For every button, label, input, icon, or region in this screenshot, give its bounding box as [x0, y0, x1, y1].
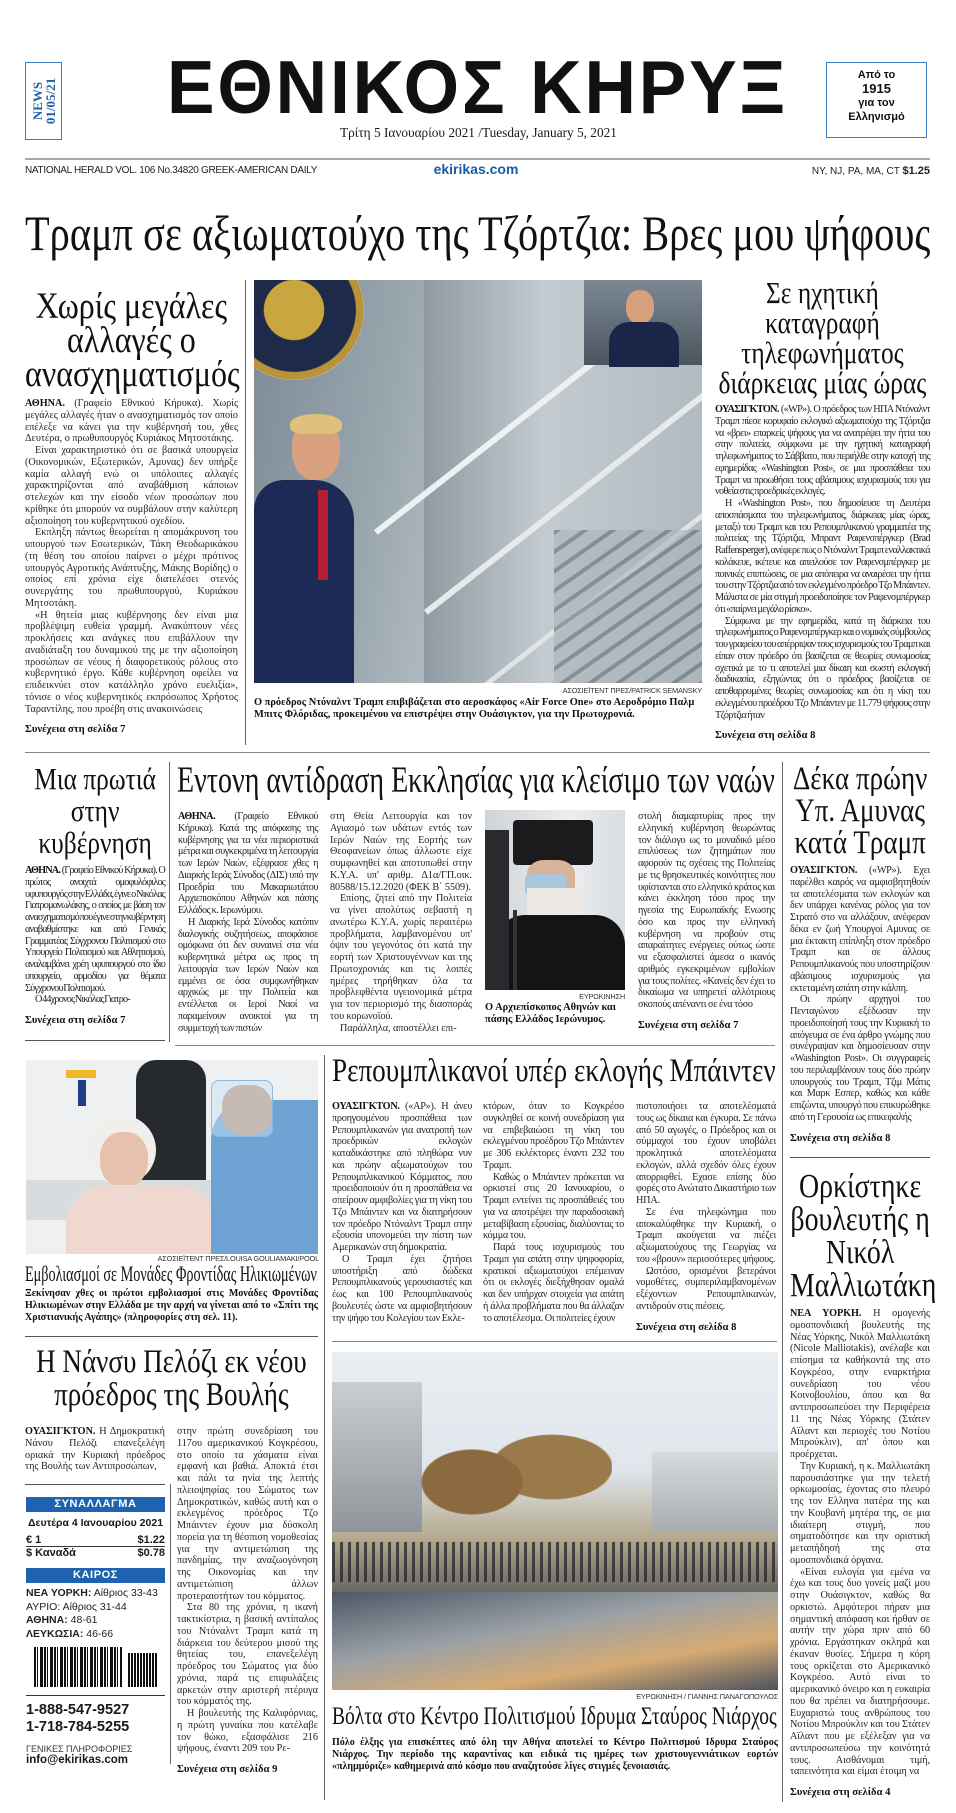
canal-water — [332, 1592, 778, 1690]
paragraph-text: («WP»). Εχει παρέλθει καιρός να αμφισβητηθούν τα αποτελέσματα των εκλογών και δεν υπάρχει κανένας ρόλος για τον Στρατό στο να αλλάξουν, ανέφεραν δέκα εν ζωή Υπουργοί Αμυνας σε μια έκτακτη επίπληξη στον πρόεδρο Τραμπ και σε άλλους Ρεπουμπλικανούς που υποστηρίζουν αβάσιμους ισχυρισμούς για εκτεταμένη απάτη στην κάλπη. — [790, 865, 930, 994]
photo-caption: Ο Αρχιεπίσκοπος Αθηνών και πάσης Ελλάδος Ιερώνυμος. — [485, 1002, 616, 1025]
paragraph: Η βουλευτής της Καλιφόρνιας, η πρώτη γυναίκα που κατέλαβε τον θώκο, εξασφάλισε 216 ψήφους, έναντι 209 του Ρε- — [177, 1708, 318, 1755]
paragraph: Η Διαρκής Ιερά Σύνοδος κατόπιν διαλογικής συζητήσεως, αποφάσισε ομόφωνα ότι δεν συναινεί στα νέα κυβερνητικά μέτρα ως προς τη λειτουργία των Ιερών Ναών και εμμένει σε όσα συμφωνήθηκαν αρχικώς με την Πολιτεία και εντέλλεται οι Ιεροί Ναοί να παραμείνουν ανοικτοί για τη συμμετοχή των πιστών — [178, 916, 318, 1034]
column-divider — [170, 1484, 171, 1764]
paragraph: Η «Washington Post», που δημοσίευσε τη Δευτέρα αποσπάσματα του τηλεφωνήματος, διάρκειας μίας ώρας, μεταξύ του Τραμπ και του Ρεπουμπλικανού γραμματέα της πολιτείας της Τζόρτζια, Μπραντ Ραφενσπέργκερ (Brad Raffensperger), ανέφερε πως ο Ντόναλντ Τραμπ εναλλακτικά κολάκευε, ικέτευε και απειλούσε τον Ραφενσμπέργκερ με ποινικές επιπτώσεις, σε μια απόπειρα να αναιρέσει την ήττα του στην Τζόρτζια από τον εκλεγμένο πρόεδρο Τζο Μπάιντεν. Μάλιστα σε μία στιγμή προειδοποίησε τον Ραφενσμπέργκερ ότι «παίρνει μεγάλο ρίσκο». — [715, 498, 930, 615]
article-headline-church[interactable]: Εντονη αντίδραση Εκκλησίας για κλείσιμο των ναών — [177, 760, 775, 801]
article-malliotakis — [790, 1168, 937, 1798]
photo-story-text: Ξεκίνησαν χθες οι πρώτοι εμβολιασμοί στις Μονάδες Φροντίδας Ηλικιωμένων στην Ελλάδα με την αρχή να γίνεται από το «Σπίτι της Χριστιανικής Αγάπης» (πληροφορίες στη σελ. 11). — [25, 1288, 318, 1323]
barcode-main — [34, 1647, 122, 1687]
paragraph — [25, 1426, 165, 1473]
paragraph: Οι πρώην αρχηγοί του Πενταγώνου εξέδωσαν την προειδοποίησή τους την Κυριακή το απόγευμα σε ένα άρθρο γνώμης που συνέγραψαν και δημοσίευσαν στην «Washington Post». Οι συγγραφείς του περιλαμβάνουν τους δύο πρώην υπουργούς του Τραμπ, Τζιμ Μάτις και Μαρκ Εσπερ, καθώς και κάθε επιζώντα, υπουργό που επικυρώθηκε από τη Γερουσία ως επικεφαλής — [790, 994, 930, 1123]
archbishop-hat — [513, 820, 593, 865]
dateline: ΟΥΑΣΙΓΚΤΟΝ. — [25, 1426, 96, 1437]
weather-place: ΑΥΡΙΟ: — [26, 1600, 61, 1613]
article-headline-republicans[interactable]: Ρεπουμπλικανοί υπέρ εκλογής Μπάιντεν — [332, 1053, 776, 1089]
paragraph: Στα 80 της χρόνια, η ικανή τακτικίστρια, η βασική αντίπαλος του Ντόναλντ Τραμπ κατά τη διάρκεια του δεύτερου μισού της θητείας του, επανεξελέγη πρόεδρος του Σώματος για δύο χρόνια, παρά τις επιφυλάξεις αρκετών στην αριστερή πτέρυγα του κόμματός της. — [177, 1602, 318, 1708]
logo-backdrop — [66, 1070, 96, 1078]
article-reshuffle — [25, 286, 240, 736]
paragraph: στην πρώτη συνεδρίαση του 117ου αμερικανικού Κογκρέσου, στο οποίο τα χάσματα είναι εμφανή και βαθιά. Αποκτά έτσι και πάλι τα ηνία της λεπτής πλειοψηφίας του Σώματος των Δημοκρατικών, καθώς αυτή και ο εκλεγμένος πρόεδρος Τζο Μπάιντεν έχουν μια δύσκολη πορεία για τη θέσπιση νομοθεσίας για την αντιμετώπιση της πανδημίας, την αναζωογόνηση της Οικονομίας και την αντιμετώπιση άλλων προτεραιοτήτων του κόμματος. — [177, 1426, 318, 1602]
paragraph: Εκπληξη πάντως θεωρείται η απομάκρυνση του υπουργού των Εσωτερικών, Τάκη Θεοδωρικάκου (τη θέση του οποίου παίρνει ο μέχρι πρότινος υπουργός Αγροτικής Ανάπτυξης, Μάκης Βορίδης) ο οποίος επί χρόνια είχε διατελέσει στενός συνεργάτης του πρωθυπουργού, Κυριάκου Μητσοτάκη. — [25, 527, 238, 609]
paragraph-text: (Γραφείο Εθνικού Κήρυκα). Κατά της απόφασης της κυβέρνησης για τα νέα περιοριστικά μέτρα και συγκεκριμένα τη λειτουργία των Ιερών Ναών, εξέφρασε χθες η Διαρκής Ιεράς Σύνοδος (ΔΙΣ) υπό την Προεδρία του Μακαριωτάτου Αρχιεπισκόπου Αθηνών και πάσης Ελλάδος κ. Ιερωνύμου. — [178, 811, 318, 916]
photo-credit: ΑΣΟΣΙΕΪΤΕΝΤ ΠΡΕΣ/LOUISA GOULIAMAKI/POOL — [157, 1254, 319, 1263]
news-label: NEWS — [29, 81, 45, 121]
weather-place: ΛΕΥΚΩΣΙΑ: — [26, 1627, 84, 1640]
since-line: Από το — [857, 69, 896, 81]
paragraph: Σε ένα τηλεφώνημα που αποκαλύφθηκε την Κυριακή, ο Τραμπ ακούγεται να πιέζει αξιωματούχους της Γεωργίας να του «βρουν» περισσότερες ψήφους. — [636, 1206, 776, 1265]
article-column — [638, 811, 775, 1031]
since-line: Ελληνισμό — [848, 111, 905, 123]
article-headline[interactable]: Χωρίς μεγάλες αλλαγές ο ανασχηματισμός — [25, 286, 240, 395]
article-defense — [790, 763, 930, 1144]
currency: € 1 — [26, 1534, 42, 1546]
paragraph — [25, 398, 238, 445]
continued-link[interactable]: Συνέχεια στη σελίδα 8 — [790, 1132, 891, 1144]
article-headline[interactable]: Μια πρωτιά στην κυβέρνηση — [34, 761, 156, 860]
main-headline[interactable]: Τραμπ σε αξιωματούχο της Τζόρτζια: Βρες μου ψήφους — [25, 205, 931, 261]
dateline: ΑΘΗΝΑ. — [25, 398, 65, 409]
logo-backdrop — [78, 1080, 86, 1106]
weather-forecast: 46-66 — [86, 1627, 114, 1640]
article-column — [25, 1426, 165, 1473]
paragraph: πιστοποιήσει τα αποτελέσματά τους ως δίκαια και έγκυρα. Σε πάνω από 50 αγωγές, ο Πρόεδρος και οι σύμμαχοί του έχουν υποβάλει προκλητικά αποτελέσματα εκλογών, αλλά σχεδόν όλες έχουν απορριφθεί. Εχασε επίσης δύο φορές στο Ανώτατο Δικαστήριο των ΗΠΑ. — [636, 1101, 776, 1206]
paragraph: Επίσης, ζητεί από την Πολιτεία να γίνει απολύτως σεβαστή η ανωτέρω Κ.Υ.Α. χωρίς περαιτέρω προβλήματα, λαμβανομένου υπ' όψιν του γεγονότος ότι κατά την εορτή των Χριστουγέννων και της Πρωτοχρονιάς και τις λοιπές ημέρες τηρήθηκαν όλα τα προβλεφθέντα υγειονομικά μέτρα για τον περιορισμό της διασποράς του κορωνοϊού. — [330, 893, 472, 1022]
continued-link[interactable]: Συνέχεια στη σελίδα 7 — [25, 1015, 126, 1026]
trump-tie — [318, 490, 328, 580]
email-link[interactable]: info@ekirikas.com — [26, 1754, 128, 1766]
dateline: ΟΥΑΣΙΓΚΤΟΝ. — [715, 404, 779, 415]
rate-value: $0.78 — [137, 1547, 165, 1559]
article-column — [483, 1101, 624, 1324]
trees — [412, 1392, 612, 1542]
paragraph — [715, 404, 930, 498]
article-headline[interactable]: Ορκίστηκε βουλευτής η Νικόλ Μαλλιωτάκη — [790, 1168, 937, 1304]
paragraph — [790, 1308, 930, 1461]
paragraph-text: Η ομογενής ομοσπονδιακή βουλευτής της Νέας Υόρκης, Νικόλ Μαλλιωτάκη (Nicole Malliotakis), ανέλαβε και επίσημα τα καθήκοντά της στο Κογκρέσο, στην εναρκτήρια συνεδρίαση του νέου Κοινοβουλίου, όπου και θα αντιπροσωπεύσει την Περιφέρεια 11 της Νέας Υόρκης (Στάτεν Αϊλαντ και περιοχές του Νοτίου Μπρούκλιν), απ' όπου και προέρχεται. — [790, 1308, 930, 1460]
paragraph: Είναι χαρακτηριστικό ότι σε βασικά υπουργεία (Οικονομικών, Εξωτερικών, Αμυνας) δεν υπήρξε καμία αλλαγή ενώ οι υπόλοιπες αλλαγές χαρακτηρίζονται από αναβάθμιση κάποιων στελεχών και την είσοδο νέων προσώπων που κρίθηκε ότι μπορούν να συμβάλουν στην καλύτερη αξιοποίηση του κυβερνητικού σχεδίου. — [25, 445, 238, 527]
weather-header: ΚΑΙΡΟΣ — [26, 1568, 165, 1583]
paragraph-text: («WP»). Ο πρόεδρος των ΗΠΑ Ντόναλντ Τραμπ πίεσε κορυφαίο εκλογικό αξιωματούχο της Τζόρτζια να «βρει» επαρκείς ψήφους για να ανατρέψει την ήττα του στην πολιτεία, σύμφωνα με την ηχητική καταγραφή τηλεφωνήματος το Σάββατο, που περιήλθε στην κατοχή της εφημερίδας «Washington Post», σε μια προσπάθεια του Τραμπ να προωθήσει τους αβάσιμους ισχυρισμούς του για νοθεία στις προεδρικές εκλογές. — [715, 404, 930, 498]
dateline: ΑΘΗΝΑ. — [25, 865, 61, 876]
paragraph: στολή διαμαρτυρίας προς την ελληνική κυβέρνηση θεωρώντας τον διάλογο ως το μοναδικό μέσο επιλύσεως των ζητημάτων που αφορούν τις σχέσεις της Πολιτείας με τις θρησκευτικές κοινότητες που υφίστανται στο ελληνικό κράτος και κάνει έκκληση τόσο προς την ηγεσία της Ευρωπαϊκής Ενωσης όσο και προς την ελληνική κυβέρνηση να προβούν στις απαραίτητες ενέργειες ούτως ώστε να εξασφαλιστεί άμεσα ο ικανός αριθμός εγκεκριμένων εμβολίων για τους πολίτες. «Κανείς δεν έχει το δικαίωμα να υπηρετεί αλλότριους σκοπούς απέναντι σε ένα τόσο — [638, 811, 775, 1010]
paragraph: Καθώς ο Μπάιντεν πρόκειται να ορκιστεί στις 20 Ιανουαρίου, ο Τραμπ εντείνει τις προσπάθειές του για να αποτρέψει την παραδοσιακή μεταβίβαση εξουσίας, διαλύοντας το κόμμα του. — [483, 1171, 624, 1242]
paragraph: κτόρων, όταν το Κογκρέσο συγκληθεί σε κοινή συνεδρίαση για να επιβεβαιώσει τη νίκη του εκλεγμένου προέδρου Τζο Μπάιντεν με 306 εκλέκτορες έναντι 232 του Τραμπ. — [483, 1101, 624, 1171]
since-1915-box — [826, 62, 927, 138]
continued-link[interactable]: Συνέχεια στη σελίδα 9 — [177, 1764, 278, 1775]
news-date-box — [25, 62, 62, 140]
photo-vaccination — [26, 1060, 318, 1254]
column-divider — [782, 762, 783, 1802]
continued-link[interactable]: Συνέχεια στη σελίδα 8 — [715, 730, 816, 742]
column-divider — [324, 1055, 325, 1800]
article-headline[interactable]: Δέκα πρώην Υπ. Αμυνας κατά Τραμπ — [792, 761, 928, 861]
person-left — [485, 830, 509, 990]
paragraph — [332, 1101, 472, 1254]
issue-date: Τρίτη 5 Ιανουαρίου 2021 /Tuesday, January 5, 2021 — [339, 126, 617, 141]
paragraph-text: Η Δημοκρατική Νάνσυ Πελόζι επανεξελέγη οριακά την Κυριακή πρόεδρος της Βουλής των Αντιπροσώπων, — [25, 1426, 165, 1473]
section-rule — [25, 1336, 318, 1337]
price: $1.25 — [902, 165, 930, 177]
weather-row — [26, 1601, 165, 1615]
paragraph-text: («AP»). Η άνευ προηγουμένου προσπάθεια των Ρεπουμπλικανών για ανατροπή των προεδρικών εκλογών καταδικάστηκε από πληθώρα νυν και πρώην αξιωματούχων του Ρεπουμπλικανικού Κόμματος, που προειδοποιούν ότι η προσπάθεια να σπείρουν αμφιβολίες για τη νίκη του Τζο Μπάιντεν και να διατηρήσουν τον πρόεδρο Ντόναλντ Τραμπ στην εξουσία υπονομεύει την πίστη των Αμερικανών στη δημοκρατία. — [332, 1101, 473, 1253]
elderly-woman-body — [66, 1185, 216, 1254]
paragraph — [25, 865, 165, 994]
photo-story-text: Πόλο έλξης για επισκέπτες από όλη την Αθήνα αποτελεί το Κέντρο Πολιτισμού Ιδρυμα Σταύρος Νιάρχος. Την περίοδο της καραντίνας και ειδικά τις ημέρες των χριστουγεννιάτικων εορτών «πλημμύριζε» καθημερινά από κόσμο που αναζητούσε λίγες στιγμές ξενοιασιάς. — [332, 1737, 778, 1772]
weather-row — [26, 1614, 165, 1628]
weather-row — [26, 1587, 165, 1601]
trump-hair — [290, 414, 342, 434]
section-rule — [175, 1045, 775, 1046]
paragraph: «Είναι ευλογία για εμένα να έχω και τους δυο γονείς μαζί μου στην Ουάσιγκτον, καθώς θα ορκιστώ. Αμφότεροι πήραν μια σημαντική απόφαση και ήρθαν σε αυτήν την χώρα πριν από 60 χρόνια. Εργάστηκαν σκληρά και έκαναν θυσίες. Σήμερα η κόρη τους ορκίζεται στο Αμερικανικό Κογκρέσο. Αυτό είναι το αμερικανικό όνειρο και η ευκαιρία που θα πρέπει να διατηρήσουμε. Ευχαριστώ τους ανθρώπους του Νοτίου Μπρούκλιν και του Στάτεν Αϊλαντ που με εξέλεξαν για να αντιπροσωπεύσω την κοινότητά τους. Αισθάνομαι τιμή, ταπεινότητα και είμαι έτοιμη να — [790, 1566, 930, 1778]
paragraph: στη Θεία Λειτουργία και τον Αγιασμό των υδάτων εντός των Ιερών Ναών της Εορτής των Θεοφανείων όπως άλλωστε είχε συμφωνηθεί και αποτυπωθεί στην Κ.Υ.Α. υπ' αριθμ. Δ1α/ΓΠ.οικ. 80588/15.12.2020 (ΦΕΚ Β΄ 5509). — [330, 811, 472, 893]
article-headline[interactable]: Η Νάνσυ Πελόζι εκ νέου πρόεδρος της Βουλής — [36, 1344, 307, 1413]
article-first-minister — [25, 763, 165, 1026]
article-column — [330, 811, 472, 1034]
paragraph — [178, 811, 318, 917]
section-rule — [25, 752, 930, 753]
paragraph — [790, 865, 930, 994]
article-column — [636, 1101, 776, 1333]
lead-photo-trump-air-force-one — [254, 280, 702, 683]
website-link[interactable]: ekirikas.com — [433, 161, 519, 177]
weather-forecast: 48-61 — [70, 1614, 98, 1626]
weather-place: ΑΘΗΝΑ: — [26, 1614, 68, 1626]
news-date: 01/05/21 — [42, 77, 58, 125]
weather-forecast: Αίθριος 33-43 — [93, 1587, 158, 1599]
edition-info: NATIONAL HERALD VOL. 106 No.34820 GREEK-AMERICAN DAILY — [25, 165, 318, 176]
weather-list — [26, 1587, 165, 1641]
paragraph: Σύμφωνα με την εφημερίδα, κατά τη διάρκεια του τηλεφωνήματος ο Ραφενσμπέργκερ και ο νομικός σύμβουλος του γραφείου του απέρριψαν τους ισχυρισμούς του Τραμπ και είπαν στον πρόεδρο ότι βασίζεται σε θεωρίες συνωμοσίας σχετικά με το τι αποτελεί μια δίκαιη και σωστή εκλογική διαδικασία, εξηγώντας ότι ο πρόεδρος βασίζεται σε αποθαρρυμένες θεωρίες συνωμοσίας και ότι η νίκη του εκλεγμένου προέδρου Τζο Μπάιντεν με 11.779 ψήφους στην Τζόρτζια ήταν — [715, 615, 930, 721]
barcode-addon — [128, 1653, 158, 1687]
since-year: 1915 — [862, 81, 891, 96]
price-info — [812, 165, 930, 177]
paragraph: Παρά τους ισχυρισμούς του Τραμπ για απάτη στην ψηφοφορία, κρατικοί αξιωματούχοι επέμειναν ότι οι εκλογές διεξήχθησαν ομαλά και δεν υπήρχαν στοιχεία για απάτη ή άλλα προβλήματα που θα άλλαζαν το αποτέλεσμα. Οι πολιτείες έχουν — [483, 1242, 624, 1324]
newspaper-logo: ΕΘΝΙΚΟΣ ΚΗΡΥΞ — [167, 45, 789, 129]
article-column — [178, 811, 318, 1034]
dateline: ΟΥΑΣΙΓΚΤΟΝ. — [332, 1101, 400, 1112]
dateline: ΝΕΑ ΥΟΡΚΗ. — [790, 1308, 862, 1319]
paragraph: Παράλληλα, αποστέλλει επι- — [340, 1022, 457, 1034]
continued-link[interactable]: Συνέχεια στη σελίδα 8 — [636, 1321, 737, 1333]
column-divider — [169, 762, 170, 1042]
paragraph-text: (Γραφείο Εθνικού Κήρυκα). Χωρίς μεγάλες αλλαγές ήταν ο ανασχηματισμός τον οποίο επέλεξε να κάνει για την κυβέρνησή του, χθες Δευτέρα, ο πρωθυπουργός Κυριάκος Μητσοτάκης. — [25, 398, 239, 445]
section-rule — [332, 1341, 777, 1342]
masthead-rule — [25, 158, 930, 160]
elderly-woman-face — [100, 1132, 148, 1187]
photo-story-title[interactable]: Εμβολιασμοί σε Μονάδες Φροντίδας Ηλικιωμένων — [25, 1261, 317, 1286]
photo-credit: ΕΥΡΩΚΙΝΗΣΗ — [579, 992, 625, 1001]
section-rule — [25, 1040, 165, 1041]
paragraph: Ο Τραμπ έχει ζητήσει υποστήριξη από δώδεκα Ρεπουμπλικανούς γερουσιαστές και έως και 100 Ρεπουμπλικανούς βουλευτές ώστε να αμφισβητήσουν την ψήφο του Κολεγίου των Εκλε- — [332, 1253, 472, 1324]
info-label: ΓΕΝΙΚΕΣ ΠΛΗΡΟΦΟΡΙΕΣ — [26, 1744, 133, 1754]
paragraph-text: (Γραφείο Εθνικού Κήρυκα). Ο πρώτος ανοιχτά ομοφυλόφιλος υφυπουργός στην Ελλάδα, έγινε ο Νικόλας Γιατρομανωλάκης, ο οποίος με βάση τον ανασχηματισμό που έγινε στην κυβέρνηση αναβαθμίστηκε και από Γενικός Γραμματέας Σύγχρονου Πολιτισμού στο Υπουργείο Πολιτισμού και Αθλητισμού, αναλαμβάνει χρέη υφυπουργού στο ίδιο υπουργείο, αρμοδίου για θέματα Σύγχρονου Πολιτισμού. — [25, 865, 165, 994]
column-divider — [245, 280, 246, 745]
photo-credit: ΑΣΟΣΙΕΪΤΕΝΤ ΠΡΕΣ/PATRICK SEMANSKY — [562, 686, 702, 695]
building — [332, 1382, 422, 1532]
presidential-seal — [254, 280, 364, 380]
inset-trump-head — [626, 290, 654, 324]
weather-place: ΝΕΑ ΥΟΡΚΗ: — [26, 1587, 92, 1599]
barcode — [34, 1647, 159, 1693]
weather-row — [26, 1628, 165, 1642]
rate-value: $1.22 — [137, 1534, 165, 1546]
weather-forecast: Αίθριος 31-44 — [62, 1600, 127, 1613]
stairs — [554, 530, 702, 683]
dateline: ΟΥΑΣΙΓΚΤΟΝ. — [790, 865, 858, 876]
continued-link[interactable]: Συνέχεια στη σελίδα 7 — [638, 1019, 739, 1031]
inset-trump-suit — [609, 322, 679, 367]
exchange-date: Δευτέρα 4 Ιανουαρίου 2021 — [27, 1517, 164, 1529]
article-headline[interactable]: Σε ηχητική καταγραφή τηλεφωνήματος διάρκειας μίας ώρας — [718, 275, 927, 400]
building-right — [652, 1452, 778, 1532]
currency: $ Καναδά — [26, 1547, 76, 1559]
photo-archbishop — [485, 810, 625, 990]
article-column — [177, 1426, 318, 1775]
paragraph: Ωστόσο, ορισμένοι βετεράνοι νομοθέτες, συμπεριλαμβανομένων εξέχοντων Ρεπουμπλικανών, αντιδρούν στις πιέσεις. — [636, 1265, 776, 1312]
trump-suit — [254, 480, 354, 683]
continued-link[interactable]: Συνέχεια στη σελίδα 7 — [25, 724, 126, 736]
rate-row — [26, 1547, 165, 1559]
article-pelosi — [25, 1346, 318, 1418]
paragraph: Ο 44χρονος Νικόλας Γιατρο- — [35, 994, 130, 1006]
states: NY, NJ, PA, MA, CT — [811, 166, 900, 177]
photo-credit: ΕΥΡΩΚΙΝΗΣΗ / ΓΙΑΝΝΗΣ ΠΑΝΑΓΟΠΟΥΛΟΣ — [636, 1692, 778, 1701]
phone-number[interactable]: 1-718-784-5255 — [26, 1719, 130, 1735]
continued-link[interactable]: Συνέχεια στη σελίδα 4 — [790, 1787, 891, 1798]
photo-caption: Ο πρόεδρος Ντόναλντ Τραμπ επιβιβάζεται στο αεροσκάφος «Air Force One» στο Αεροδρόμιο Παλμ Μπιτς Φλόριδας, προκειμένου να επιστρέψει στην Ουάσιγκτον, για την Πρωτοχρονιά. — [254, 697, 695, 720]
crowd — [332, 1542, 778, 1582]
section-rule — [25, 1484, 165, 1485]
dateline: ΑΘΗΝΑ. — [178, 811, 216, 822]
article-phone-call — [715, 275, 930, 742]
exchange-header: ΣΥΝΑΛΛΑΓΜΑ — [26, 1497, 165, 1512]
photo-story-title[interactable]: Βόλτα στο Κέντρο Πολιτισμού Ιδρυμα Σταύρος Νιάρχος — [332, 1703, 777, 1730]
staff — [513, 910, 517, 990]
section-rule — [790, 1157, 930, 1158]
since-line: για τον — [858, 97, 895, 109]
phone-number[interactable]: 1-888-547-9527 — [26, 1702, 130, 1718]
info-sidebar — [26, 1497, 165, 1766]
article-column — [332, 1101, 472, 1324]
rate-row — [26, 1534, 165, 1547]
photo-niarchos-cultural-center — [332, 1352, 778, 1690]
paragraph: Την Κυριακή, η κ. Μαλλιωτάκη παρουσιάστηκε για την τελετή ορκωμοσίας, έχοντας στο πλευρό της τον Ελληνα πατέρα της και την Κουβανή μητέρα της, σε μια ιδιαίτερη στιγμή, που σηματοδότησε και την οριστική μεταπήδησή της στα ομοσπονδιακά όργανα. — [790, 1460, 930, 1566]
paragraph: «Η θητεία μιας κυβέρνησης δεν είναι μια προβλέψιμη ευθεία γραμμή. Ανακύπτουν νέες προκλήσεις και ανάγκες που επιβάλλουν την αναδιάταξη του δυναμικού της με την αξιοποίηση προσώπων σε νέους ή διαφορετικούς ρόλους στο κυβερνητικό έργο. Κάθε κυβέρνηση οφείλει να επιδεικνύει στον κατάλληλο χρόνο ευελιξία», τόνισε ο νέος κυβερνητικός εκπρόσωπος Χρήστος Ταραντίλης, που προέβη στις ανακοινώσεις — [25, 609, 238, 715]
face-shield — [211, 1080, 273, 1137]
